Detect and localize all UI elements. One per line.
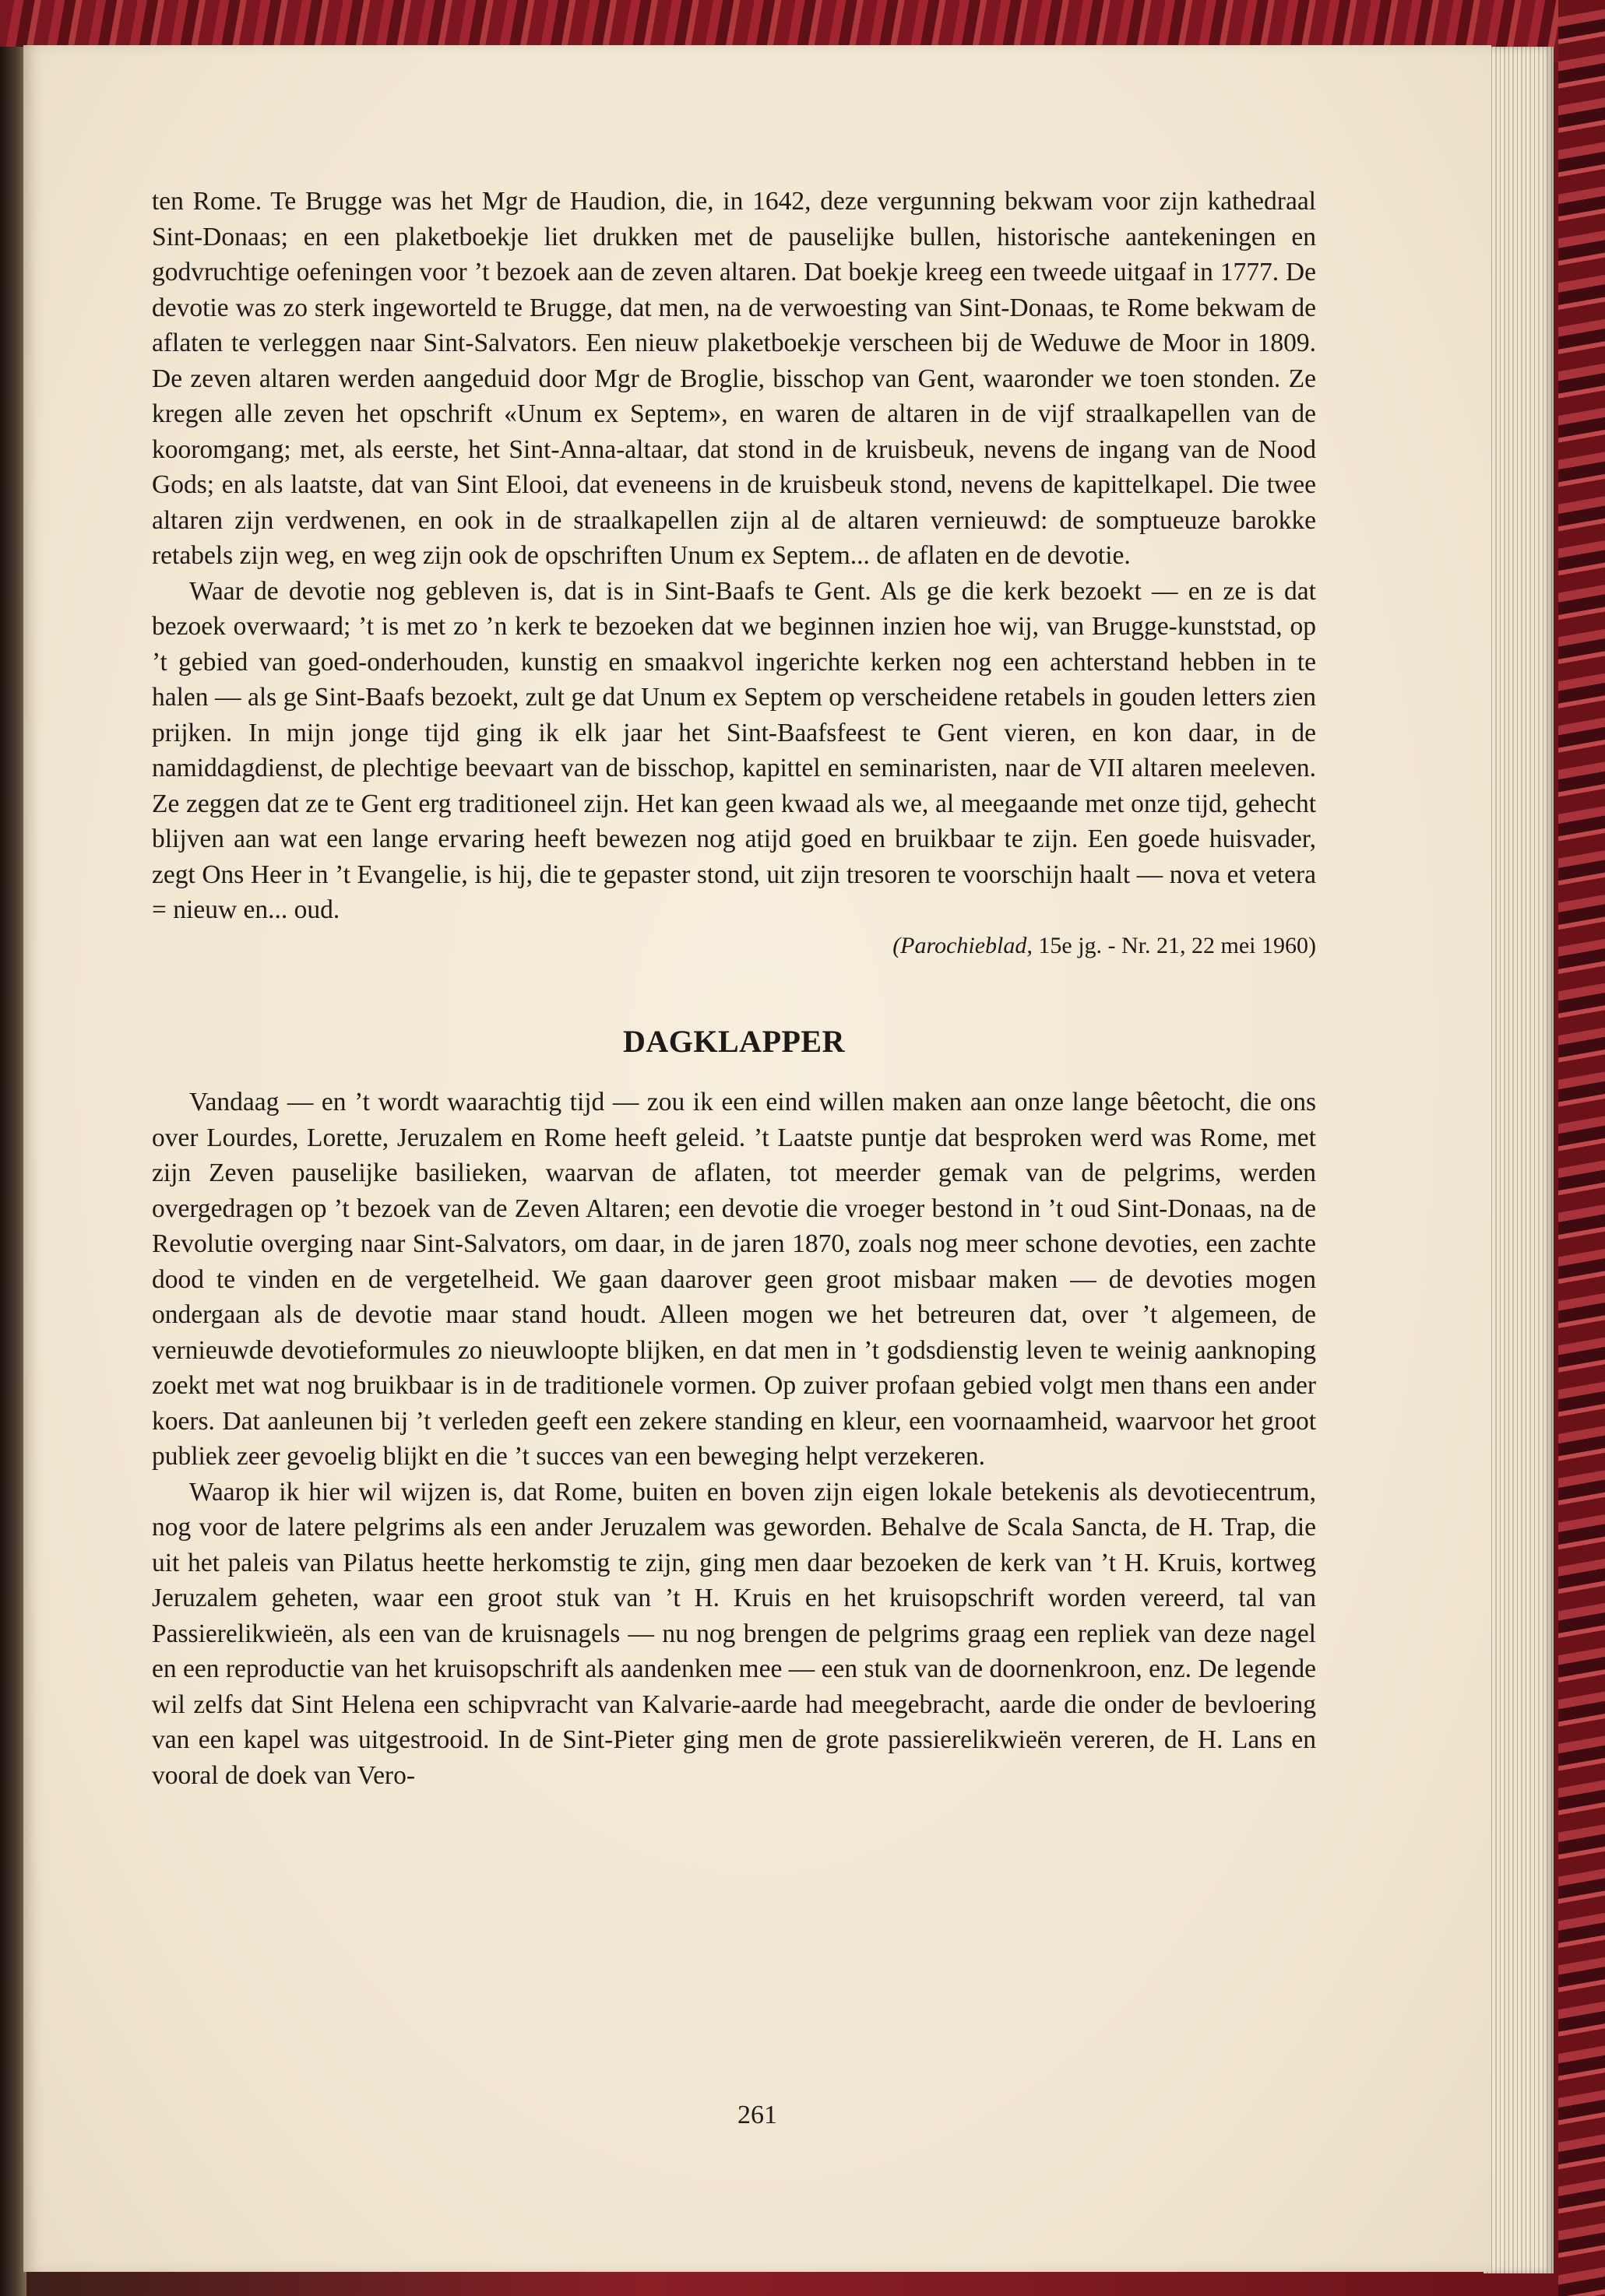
citation (152, 928, 1316, 964)
paragraph-3: Vandaag — en ’t wordt waarachtig tijd — zou ik een eind willen maken aan onze lange bêetocht, die ons over Lourdes, Lorette, Jeruzalem en Rome heeft geleid. ’t Laatste puntje dat besproken werd was Rome, met zijn Zeven pauselijke basilieken, waarvan de aflaten, tot meerder gemak van de pelgrims, werden overgedragen op ’t bezoek van de Zeven Altaren; een devotie die vroeger bestond in ’t oud Sint-Donaas, na de Revolutie overging naar Sint-Salvators, om daar, in de jaren 1870, zoals nog meer schone devoties, een zachte dood te vinden en de vergetelheid. We gaan daarover geen groot misbaar maken — de devoties mogen ondergaan als de devotie maar stand houdt. Alleen mogen we het betreuren dat, over ’t algemeen, de vernieuwde devotieformules zo nieuwloopte blijken, en dat men in ’t godsdienstig leven te weinig aanknoping zoekt met wat nog bruikbaar is in de traditionele vormen. Op zuiver profaan gebied volgt men thans een ander koers. Dat aanleunen bij ’t verleden geeft een zekere standing en kleur, een voornaamheid, waarvoor het groot publiek zeer gevoelig blijkt en die ’t succes van een beweging helpt verzekeren. (152, 1088, 1316, 1471)
paragraph-1: ten Rome. Te Brugge was het Mgr de Haudion, die, in 1642, deze vergunning bekwam voor zijn kathedraal Sint-Donaas; en een plaketboekje liet drukken met de pauselijke bullen, historische aantekeningen en godvruchtige oefeningen voor ’t bezoek aan de zeven altaren. Dat boekje kreeg een tweede uitgaaf in 1777. De devotie was zo sterk ingeworteld te Brugge, dat men, na de verwoesting van Sint-Donaas, te Rome bekwam de aflaten te verleggen naar Sint-Salvators. Een nieuw plaketboekje verscheen bij de Weduwe de Moor in 1809. De zeven altaren werden aangeduid door Mgr de Broglie, bisschop van Gent, waaronder we toen stonden. Ze kregen alle zeven het opschrift «Unum ex Septem», en waren de altaren in de vijf straalkapellen van de kooromgang; met, als eerste, het Sint-Anna-altaar, dat stond in de kruisbeuk, nevens de ingang van de Nood Gods; en als laatste, dat van Sint Elooi, dat eveneens in de kruisbeuk stond, nevens de kapittelkapel. Die twee altaren zijn verdwenen, en ook in de straalkapellen zijn al de altaren vernieuwd: de somptueuze barokke retabels zijn weg, en weg zijn ook de opschriften Unum ex Septem... de aflaten en de devotie. (152, 187, 1316, 570)
citation-source: (Parochieblad, (892, 932, 1033, 958)
book-page (23, 45, 1491, 2272)
page-number: 261 (737, 2101, 777, 2129)
citation-details: 15e jg. - Nr. 21, 22 mei 1960) (1032, 932, 1316, 958)
page-edges (1484, 47, 1554, 2273)
section-heading: DAGKLAPPER (623, 1024, 845, 1059)
paragraph-2: Waar de devotie nog gebleven is, dat is in Sint-Baafs te Gent. Als ge die kerk bezoekt — en ze is dat bezoek overwaard; ’t is met zo ’n kerk te bezoeken dat we beginnen inzien hoe wij, van Brugge-kunststad, op ’t gebied van goed-onderhouden, kunstig en smaakvol ingerichte kerken nog een achterstand hebben in te halen — als ge Sint-Baafs bezoekt, zult ge dat Unum ex Septem op verscheidene retabels in gouden letters zien prijken. In mijn jonge tijd ging ik elk jaar het Sint-Baafsfeest te Gent vieren, en kon daar, in de namiddagdienst, de plechtige beevaart van de bisschop, kapittel en seminaristen, naar de VII altaren meeleven. Ze zeggen dat ze te Gent erg traditioneel zijn. Het kan geen kwaad als we, al meegaande met onze tijd, gehecht blijven aan wat een lange ervaring heeft bewezen nog atijd goed en bruikbaar te zijn. Een goede huisvader, zegt Ons Heer in ’t Evangelie, is hij, die te gepaster stond, uit zijn tresoren te voorschijn haalt — nova et vetera = nieuw en... oud. (152, 576, 1316, 924)
marbled-cover-right (1558, 0, 1605, 2296)
book-gutter (0, 47, 26, 2296)
paragraph-4: Waarop ik hier wil wijzen is, dat Rome, buiten en boven zijn eigen lokale betekenis als devotiecentrum, nog voor de latere pelgrims als een ander Jeruzalem was geworden. Behalve de Scala Sancta, de H. Trap, die uit het paleis van Pilatus heette herkomstig te zijn, ging men daar bezoeken de kerk van ’t H. Kruis, kortweg Jeruzalem geheten, waar een groot stuk van ’t H. Kruis en het kruisopschrift worden vereerd, tal van Passierelikwieën, als een van de kruisnagels — nu nog brengen de pelgrims graag een repliek van deze nagel en een reproductie van het kruisopschrift als aandenken mee — een stuk van de doornenkroon, enz. De legende wil zelfs dat Sint Helena een schipvracht van Kalvarie-aarde had meegebracht, aarde die onder de bevloering van een kapel was uitgestrooid. In de Sint-Pieter ging men de grote passierelikwieën vereren, de H. Lans en vooral de doek van Vero- (152, 1477, 1316, 1790)
page-text (152, 184, 1316, 1793)
